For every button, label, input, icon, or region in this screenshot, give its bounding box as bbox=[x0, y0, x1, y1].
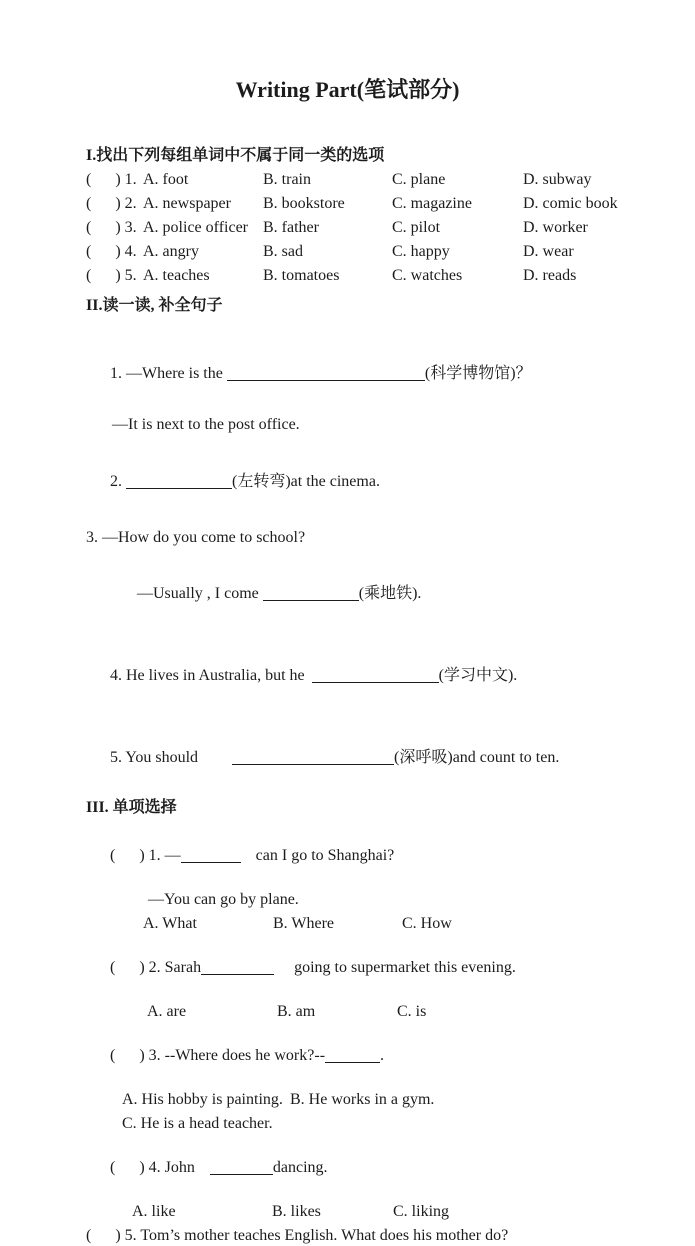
section2-question-5 bbox=[86, 728, 665, 788]
option-c: C. pilot bbox=[392, 219, 441, 236]
section3-question-3-option-c: C. He is a head teacher. bbox=[122, 1115, 273, 1132]
option-c: C. liking bbox=[393, 1203, 450, 1220]
option-a: A. His hobby is painting. bbox=[122, 1091, 283, 1108]
option-a: A. angry bbox=[143, 243, 199, 260]
section2-question-4 bbox=[86, 646, 665, 706]
section2-question-3-reply bbox=[113, 564, 665, 624]
section1-heading: I.找出下列每组单词中不属于同一类的选项 bbox=[86, 147, 385, 164]
option-b: B. am bbox=[277, 1003, 316, 1020]
question-text: dancing. bbox=[272, 1159, 328, 1176]
option-b: B. train bbox=[263, 171, 311, 188]
section1-row-2 bbox=[86, 194, 665, 214]
document-body bbox=[0, 146, 695, 1246]
answer-blank bbox=[232, 750, 394, 765]
option-b: B. likes bbox=[272, 1203, 321, 1220]
question-text: . bbox=[380, 1047, 385, 1064]
question-text: going to supermarket this evening. bbox=[294, 959, 516, 976]
option-b: B. father bbox=[263, 219, 319, 236]
hint-text: (深呼吸)and count to ten. bbox=[394, 749, 560, 766]
option-b: B. sad bbox=[263, 243, 303, 260]
option-c: C. magazine bbox=[392, 195, 472, 212]
answer-blank bbox=[325, 1048, 380, 1063]
hint-text: (乘地铁). bbox=[358, 585, 422, 602]
section3-question-1 bbox=[86, 826, 665, 886]
answer-blank bbox=[181, 848, 241, 863]
answer-blank bbox=[312, 668, 439, 683]
section2-question-1 bbox=[86, 344, 665, 404]
question-text: ( ) 4. John bbox=[110, 1159, 199, 1176]
section3-heading: III. 单项选择 bbox=[86, 799, 177, 816]
section3-question-2 bbox=[86, 938, 665, 998]
option-c: C. plane bbox=[392, 171, 446, 188]
section2-question-1-reply: —It is next to the post office. bbox=[112, 416, 300, 433]
option-a: A. teaches bbox=[143, 267, 210, 284]
option-d: D. reads bbox=[523, 267, 577, 284]
option-d: D. wear bbox=[523, 243, 574, 260]
option-c: C. is bbox=[397, 1003, 427, 1020]
option-a: A. are bbox=[147, 1003, 187, 1020]
section2-heading: II.读一读, 补全句子 bbox=[86, 297, 223, 314]
answer-blank bbox=[201, 960, 274, 975]
section3-question-4-options bbox=[132, 1202, 665, 1222]
question-text: 5. You should bbox=[110, 749, 203, 766]
question-text: ( ) 2. Sarah bbox=[110, 959, 202, 976]
option-d: D. subway bbox=[523, 171, 592, 188]
answer-blank bbox=[227, 366, 425, 381]
section3-question-2-options bbox=[147, 1002, 665, 1022]
question-text: ( ) 1. — bbox=[110, 847, 181, 864]
option-a: A. like bbox=[132, 1203, 176, 1220]
option-c: C. How bbox=[402, 915, 452, 932]
option-a: A. What bbox=[143, 915, 197, 932]
option-d: D. worker bbox=[523, 219, 588, 236]
answer-paren: ( ) 5. bbox=[86, 267, 137, 284]
option-a: A. newspaper bbox=[143, 195, 231, 212]
question-text: ( ) 3. --Where does he work?-- bbox=[110, 1047, 326, 1064]
answer-blank bbox=[210, 1160, 273, 1175]
option-c: C. watches bbox=[392, 267, 463, 284]
section1-row-5 bbox=[86, 266, 665, 286]
option-d: D. comic book bbox=[523, 195, 618, 212]
section3-question-3-options-ab bbox=[122, 1090, 665, 1110]
hint-text: (左转弯)at the cinema. bbox=[232, 473, 380, 490]
hint-text: (学习中文). bbox=[438, 667, 518, 684]
answer-blank bbox=[126, 474, 232, 489]
section3-question-1-options bbox=[143, 914, 665, 934]
section2-question-2 bbox=[86, 452, 665, 512]
section1-row-4 bbox=[86, 242, 665, 262]
hint-text: (科学博物馆)？ bbox=[424, 365, 532, 382]
section1-row-3 bbox=[86, 218, 665, 238]
option-a: A. foot bbox=[143, 171, 189, 188]
question-text: 2. bbox=[110, 473, 126, 490]
answer-paren: ( ) 4. bbox=[86, 243, 137, 260]
page-title: Writing Part(笔试部分) bbox=[235, 77, 460, 102]
option-b: B. tomatoes bbox=[263, 267, 340, 284]
option-a: A. police officer bbox=[143, 219, 248, 236]
option-b: B. He works in a gym. bbox=[290, 1091, 435, 1108]
answer-paren: ( ) 2. bbox=[86, 195, 137, 212]
question-text: can I go to Shanghai? bbox=[255, 847, 395, 864]
question-text: 4. He lives in Australia, but he bbox=[110, 667, 309, 684]
answer-blank bbox=[263, 586, 359, 601]
answer-paren: ( ) 3. bbox=[86, 219, 137, 236]
section3-question-1-reply: —You can go by plane. bbox=[148, 891, 299, 908]
option-b: B. bookstore bbox=[263, 195, 345, 212]
question-text: —Usually , I come bbox=[137, 585, 263, 602]
section1-row-1 bbox=[86, 170, 665, 190]
section3-question-4 bbox=[86, 1138, 665, 1198]
option-b: B. Where bbox=[273, 915, 335, 932]
section3-question-5: ( ) 5. Tom’s mother teaches English. What does his mother do? bbox=[86, 1227, 509, 1244]
section2-question-3: 3. —How do you come to school? bbox=[86, 529, 306, 546]
section3-question-3 bbox=[86, 1026, 665, 1086]
question-text: 1. —Where is the bbox=[110, 365, 227, 382]
option-c: C. happy bbox=[392, 243, 450, 260]
answer-paren: ( ) 1. bbox=[86, 171, 137, 188]
